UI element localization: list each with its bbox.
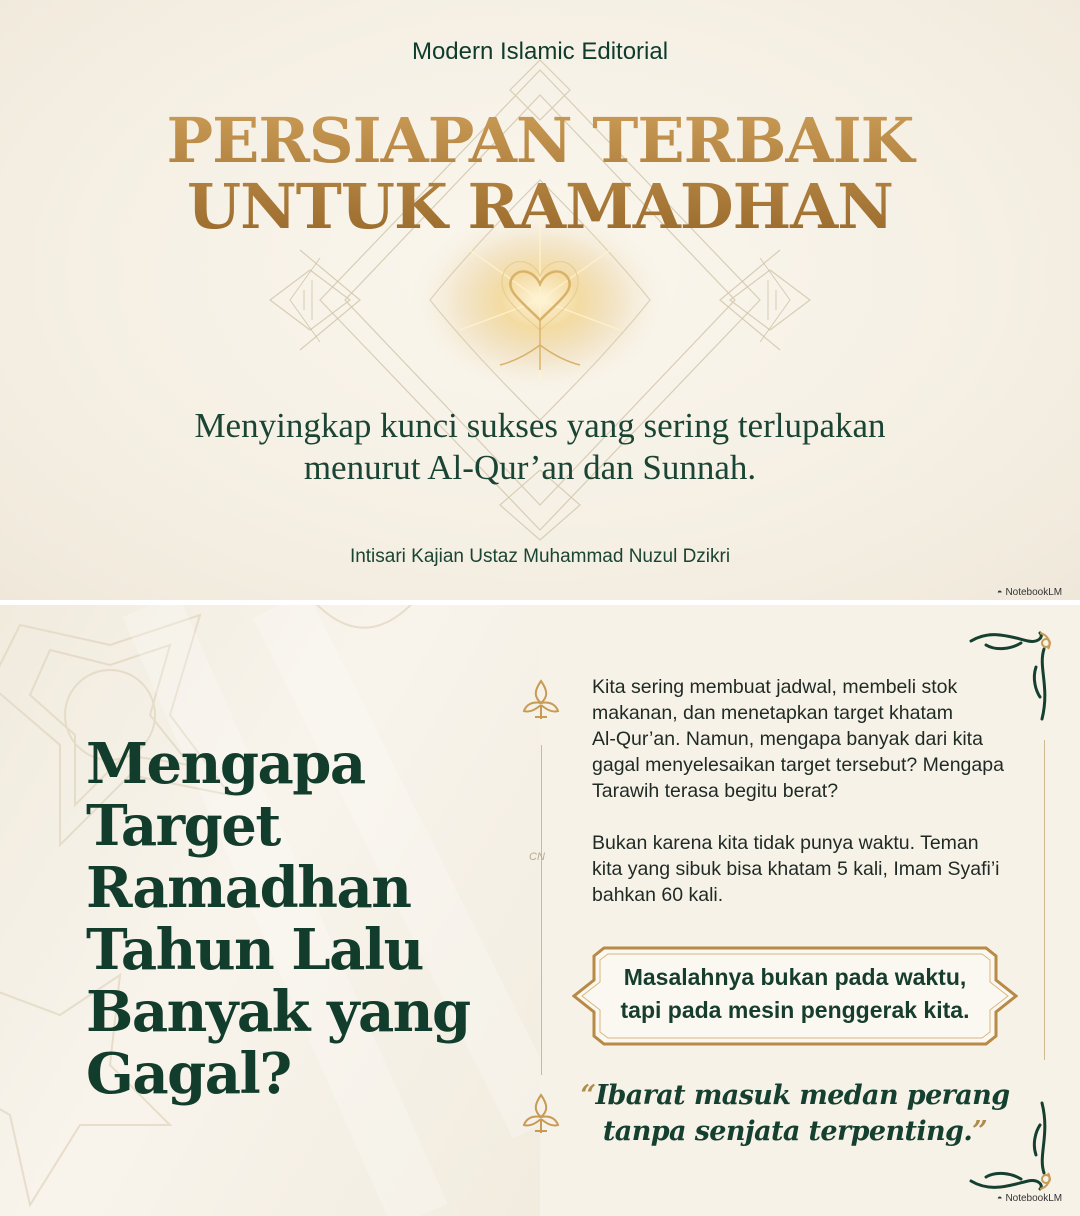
- notebooklm-watermark: ◓ NotebookLM: [997, 1193, 1063, 1204]
- quote-line: Ibarat masuk medan perang: [595, 1080, 1010, 1111]
- paragraph-line: kita yang sibuk bisa khatam 5 kali, Imam Syafi’i: [592, 858, 1000, 880]
- question-title: [86, 733, 470, 1105]
- left-panel: [0, 605, 540, 1216]
- quote-close-mark: ”: [972, 1116, 988, 1147]
- paragraph-line: Tarawih terasa begitu berat?: [592, 780, 839, 802]
- question-title-line: Tahun Lalu: [86, 917, 423, 983]
- callout-line: Masalahnya bukan pada waktu,: [623, 964, 967, 990]
- quote: [560, 1078, 1030, 1150]
- notebooklm-logo-icon: ◓: [997, 1193, 1003, 1203]
- subtitle-line: menurut Al-Qur’an dan Sunnah.: [303, 448, 757, 487]
- main-title: [0, 104, 1080, 243]
- quote-open-mark: “: [580, 1080, 596, 1111]
- slide-cover: [0, 0, 1080, 600]
- byline: Intisari Kajian Ustaz Muhammad Nuzul Dzikri: [349, 546, 731, 567]
- question-title-line: Mengapa: [86, 731, 365, 797]
- side-mark: CN: [529, 851, 545, 863]
- paragraph-line: Kita sering membuat jadwal, membeli stok: [592, 676, 958, 698]
- arabesque-ornament: [0, 0, 1080, 600]
- notebooklm-watermark: ◓ NotebookLM: [997, 587, 1063, 598]
- paragraph-intro: [592, 674, 1022, 804]
- paragraph-line: Bukan karena kita tidak punya waktu. Teman: [592, 832, 979, 854]
- callout-line: tapi pada mesin penggerak kita.: [620, 997, 970, 1023]
- paragraph-second: [592, 830, 1022, 908]
- callout-text: [580, 961, 1010, 1027]
- divider-line: [541, 745, 542, 1075]
- quote-line: tanpa senjata terpenting.: [602, 1116, 973, 1147]
- paragraph-line: bahkan 60 kali.: [592, 884, 724, 906]
- kicker: Modern Islamic Editorial: [411, 38, 669, 65]
- paragraph-line: gagal menyelesaikan target tersebut? Mengapa: [592, 754, 1004, 776]
- question-title-line: Banyak yang: [86, 979, 470, 1045]
- divider-line: [1044, 740, 1045, 1060]
- main-title-line: UNTUK RAMADHAN: [187, 170, 893, 243]
- question-title-line: Target: [86, 793, 280, 859]
- slide-question: [0, 605, 1080, 1216]
- subtitle: [0, 405, 1080, 489]
- subtitle-line: Menyingkap kunci sukses yang sering terlupakan: [194, 406, 886, 445]
- fleur-ornament-icon: [518, 677, 564, 723]
- question-title-line: Ramadhan: [86, 855, 411, 921]
- main-title-line: PERSIAPAN TERBAIK: [166, 104, 914, 177]
- paragraph-line: makanan, dan menetapkan target khatam: [592, 702, 953, 724]
- paragraph-line: Al-Qur’an. Namun, mengapa banyak dari kita: [592, 728, 983, 750]
- fleur-ornament-icon: [518, 1091, 564, 1137]
- notebooklm-logo-icon: ◓: [997, 587, 1003, 597]
- question-title-line: Gagal?: [86, 1041, 291, 1107]
